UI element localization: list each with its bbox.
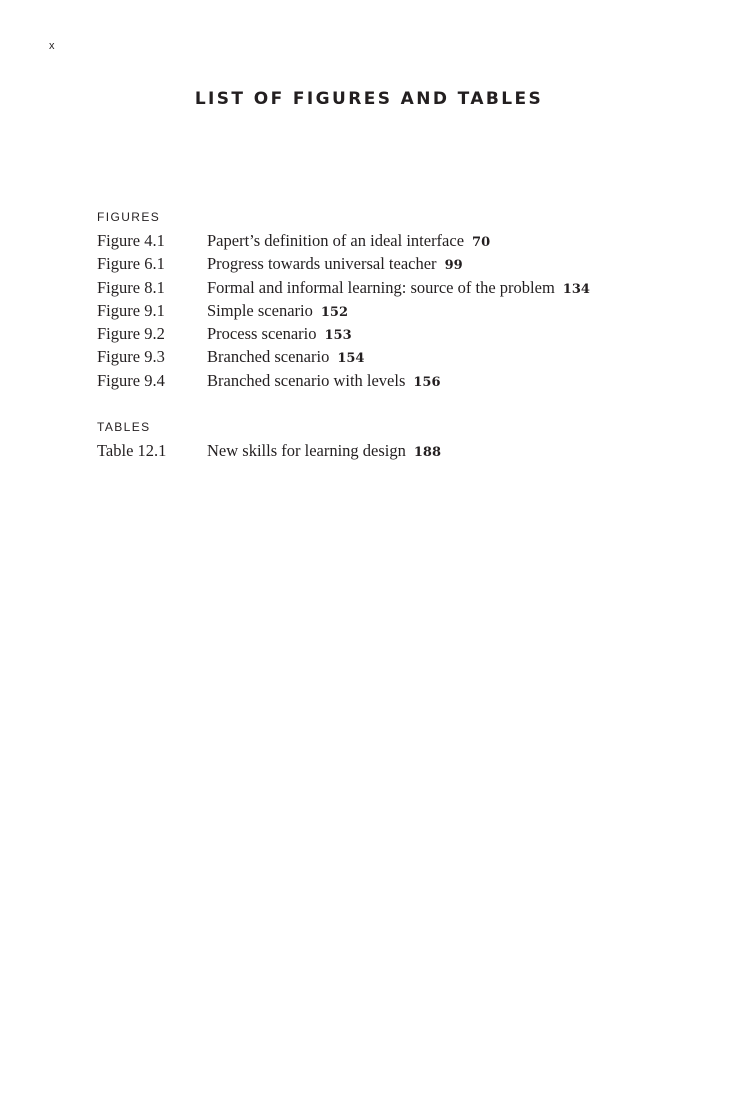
- entry-label: Figure 9.3: [97, 347, 165, 367]
- entry-label: Figure 6.1: [97, 254, 165, 274]
- entry-title: Branched scenario: [207, 347, 330, 367]
- entry-title: New skills for learning design: [207, 441, 406, 460]
- figures-section: [97, 209, 717, 392]
- entry-page-number: 99: [444, 258, 463, 274]
- entry-title: Formal and informal learning: source of the problem: [207, 277, 555, 297]
- page-number: x: [49, 40, 55, 52]
- entry-title: Simple scenario: [207, 300, 313, 320]
- tables-heading: TABLES: [97, 420, 151, 434]
- list-item: [97, 276, 717, 299]
- figures-heading: FIGURES: [97, 210, 161, 224]
- entry-page-number: 188: [413, 445, 442, 460]
- entry-title: Process scenario: [207, 324, 317, 344]
- list-item: [97, 322, 717, 345]
- entry-page-number: 154: [337, 351, 365, 367]
- entry-page-number: 70: [472, 235, 491, 250]
- entry-title: Papert’s definition of an ideal interface: [207, 231, 465, 250]
- list-item: [97, 439, 717, 462]
- entry-label: Figure 9.1: [97, 300, 165, 320]
- entry-label: Figure 8.1: [97, 277, 165, 297]
- list-item: [97, 252, 717, 275]
- page-title: LIST OF FIGURES AND TABLES: [194, 89, 544, 109]
- entry-page-number: 152: [320, 304, 348, 320]
- tables-section: [97, 419, 717, 462]
- entry-title: Branched scenario with levels: [207, 370, 406, 390]
- list-item: [97, 229, 717, 252]
- entry-label: Figure 9.4: [97, 370, 165, 390]
- entry-label: Figure 4.1: [97, 231, 165, 250]
- list-item: [97, 345, 717, 368]
- entry-label: Figure 9.2: [97, 324, 165, 344]
- list-item: [97, 369, 717, 392]
- entry-page-number: 153: [324, 328, 352, 344]
- entry-page-number: 134: [562, 281, 590, 297]
- entry-label: Table 12.1: [97, 441, 167, 460]
- entry-page-number: 156: [413, 374, 441, 390]
- list-item: [97, 299, 717, 322]
- entry-title: Progress towards universal teacher: [207, 254, 437, 274]
